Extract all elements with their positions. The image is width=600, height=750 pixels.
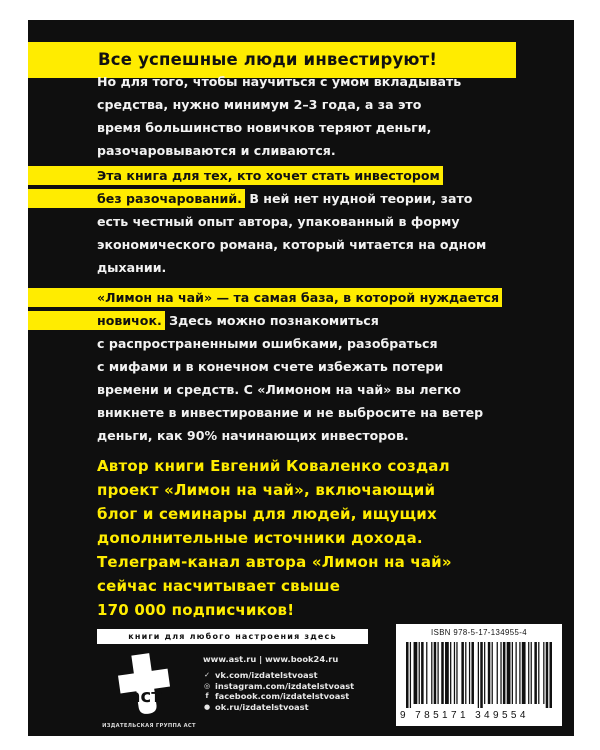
tagline-text: книги для любого настроения здесь xyxy=(128,632,337,641)
social-link-instagram[interactable] xyxy=(203,681,354,692)
barcode-bar xyxy=(419,642,420,704)
barcode-bar xyxy=(456,642,457,704)
paragraph-line: экономического романа, который читается на одном xyxy=(97,237,487,252)
barcode-bar xyxy=(480,642,483,708)
facebook-icon: f xyxy=(205,692,209,701)
intro-paragraph xyxy=(97,70,527,162)
barcode-bar xyxy=(519,642,520,704)
author-line: сейчас насчитывает свыше xyxy=(97,577,341,595)
author-line: Телеграм-канал автора «Лимон на чай» xyxy=(97,553,452,571)
barcode-bar xyxy=(543,642,544,704)
barcode-bar xyxy=(497,642,498,704)
barcode-bar xyxy=(410,642,411,708)
barcode-bar xyxy=(528,642,529,704)
barcode-bar xyxy=(484,642,485,704)
vk-icon: ✓ xyxy=(204,671,210,680)
paragraph-line: вникнете в инвестирование и не выбросите на ветер xyxy=(97,405,484,420)
barcode-bar xyxy=(488,642,491,704)
barcode-bar xyxy=(522,642,526,704)
instagram-icon: ◎ xyxy=(203,681,211,690)
paragraph-text: Здесь можно познакомиться xyxy=(164,313,379,328)
barcode-bar xyxy=(437,642,438,704)
paragraph-line: разочаровываются и сливаются. xyxy=(97,143,336,158)
author-line: проект «Лимон на чай», включающий xyxy=(97,481,436,499)
paragraph-line: с распространенными ошибками, разобраться xyxy=(97,336,438,351)
social-link-ok[interactable] xyxy=(203,702,354,713)
barcode-bar xyxy=(538,642,539,704)
barcode-panel xyxy=(396,624,562,726)
social-link-facebook[interactable] xyxy=(203,691,354,702)
social-link-text: vk.com/izdatelstvoast xyxy=(215,670,318,680)
highlighted-text: «Лимон на чай» — та самая база, в которой нуждается xyxy=(28,288,502,307)
barcode-bar xyxy=(492,642,493,704)
barcode-bar xyxy=(469,642,470,704)
book-purpose-paragraph xyxy=(97,164,527,279)
barcode-bar xyxy=(531,642,532,704)
paragraph-line: дыхании. xyxy=(97,260,167,275)
paragraph-line: время большинство новичков теряют деньги, xyxy=(97,120,432,135)
barcode-bar xyxy=(516,642,517,704)
paragraph-line: Но для того, чтобы научиться с умом вкладывать xyxy=(97,74,462,89)
highlighted-text: новичок. xyxy=(28,311,165,330)
barcode-bar xyxy=(507,642,511,704)
social-link-text: facebook.com/izdatelstvoast xyxy=(215,691,350,701)
barcode-bar xyxy=(406,642,409,708)
paragraph-line: времени и средств. С «Лимоном на чай» вы легко xyxy=(97,382,461,397)
isbn-label: ISBN 978-5-17-134955-4 xyxy=(431,628,527,637)
author-line: блог и семинары для людей, ищущих xyxy=(97,505,437,523)
barcode-bar xyxy=(454,642,455,704)
barcode-bar xyxy=(434,642,437,704)
publisher-name: ИЗДАТЕЛЬСКАЯ ГРУППА АСТ xyxy=(102,723,196,729)
social-link-vk[interactable] xyxy=(203,670,354,681)
paragraph-line: есть честный опыт автора, упакованный в форму xyxy=(97,214,460,229)
highlighted-text: без разочарований. xyxy=(28,189,245,208)
barcode-bar xyxy=(441,642,444,704)
tagline-bar xyxy=(97,629,368,644)
paragraph-line: деньги, как 90% начинающих инвесторов. xyxy=(97,428,409,443)
barcode-bar xyxy=(445,642,449,704)
author-line: 170 000 подписчиков! xyxy=(97,601,295,619)
headline-text: Все успешные люди инвестируют! xyxy=(98,50,438,69)
website-links[interactable]: www.ast.ru | www.book24.ru xyxy=(203,654,339,664)
barcode-bar xyxy=(512,642,513,704)
barcode-bar xyxy=(421,642,424,704)
social-link-text: ok.ru/izdatelstvoast xyxy=(215,701,309,712)
author-line: Автор книги Евгений Коваленко создал xyxy=(97,457,450,475)
barcode-bar xyxy=(414,642,418,704)
barcode-bar xyxy=(534,642,537,704)
ast-logo xyxy=(110,652,180,724)
barcode-bar xyxy=(500,642,501,704)
barcode-bar xyxy=(471,642,474,704)
barcode-bar xyxy=(426,642,427,704)
author-info xyxy=(97,454,537,622)
barcode-digits: 9 785171 349554 xyxy=(400,710,529,721)
barcode xyxy=(406,642,552,708)
barcode-bar xyxy=(461,642,464,704)
paragraph-text: В ней нет нудной теории, зато xyxy=(244,191,473,206)
lemon-tea-paragraph xyxy=(97,286,527,447)
barcode-bar xyxy=(431,642,432,704)
paragraph-line: средства, нужно минимум 2–3 года, а за это xyxy=(97,97,422,112)
book-back-cover xyxy=(28,20,574,736)
barcode-bar xyxy=(503,642,506,704)
logo-text: аст xyxy=(128,686,162,707)
barcode-bar xyxy=(465,642,466,704)
publisher-links xyxy=(203,652,354,712)
barcode-bar xyxy=(549,642,552,708)
highlighted-text: Эта книга для тех, кто хочет стать инвестором xyxy=(28,166,443,185)
barcode-bar xyxy=(546,642,549,708)
barcode-bar xyxy=(478,642,479,708)
author-line: дополнительные источники дохода. xyxy=(97,529,423,547)
paragraph-line: с мифами и в конечном счете избежать потери xyxy=(97,359,444,374)
barcode-bar xyxy=(450,642,451,704)
social-link-text: instagram.com/izdatelstvoast xyxy=(215,680,355,691)
odnoklassniki-icon: ● xyxy=(203,702,211,711)
